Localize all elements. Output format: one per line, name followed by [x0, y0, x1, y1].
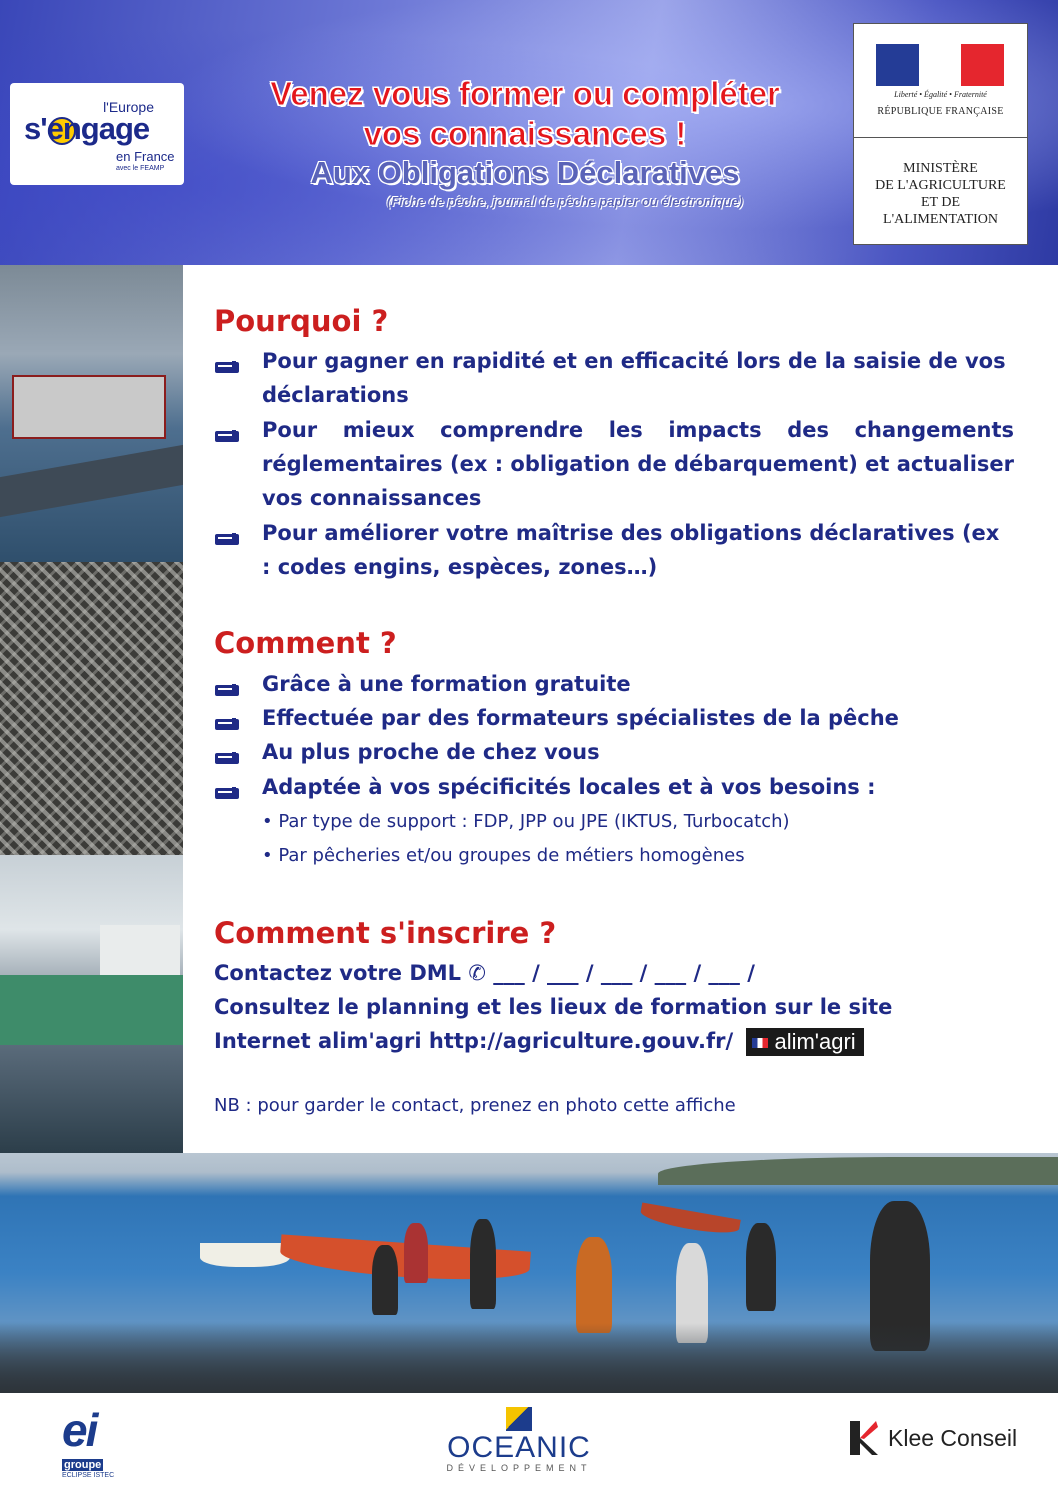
eu-logo-line3: en France: [116, 149, 175, 164]
hand-pointer-icon: [214, 743, 240, 761]
alimagri-badge-text: alim'agri: [774, 1029, 856, 1054]
hand-pointer-icon: [214, 352, 240, 370]
agriculture-link[interactable]: http://agriculture.gouv.fr/: [428, 1029, 734, 1053]
list-item-text: Au plus proche de chez vous: [262, 740, 600, 764]
ministry-name: [854, 160, 1027, 228]
list-item-text: Pour gagner en rapidité et en efficacité lors de la saisie de vos déclarations: [262, 349, 1006, 407]
list-item: [262, 701, 1014, 735]
side-photo-strip: [0, 265, 183, 1153]
list-item-text: Grâce à une formation gratuite: [262, 672, 631, 696]
klee-conseil-logo: [850, 1421, 1017, 1455]
flag-icon: [752, 1038, 768, 1048]
fishing-boats-photo: [0, 855, 183, 1153]
website-line: [214, 1024, 864, 1058]
headline-line2: vos connaissances !: [363, 115, 687, 152]
ei-group-text: groupe: [64, 1459, 102, 1471]
hand-pointer-icon: [214, 524, 240, 542]
ministry-line: L'ALIMENTATION: [883, 212, 998, 227]
list-item-text: Effectuée par des formateurs spécialistes de la pêche: [262, 706, 899, 730]
partner-logos: [0, 1393, 1058, 1496]
oceanic-logo: [438, 1407, 600, 1473]
headline-line1: Venez vous former ou compléter: [270, 75, 780, 112]
section-title-comment: Comment ?: [214, 626, 397, 660]
ministry-logo: [853, 23, 1028, 245]
klee-k-icon: [850, 1421, 878, 1455]
nb-note: NB : pour garder le contact, prenez en photo cette affiche: [214, 1095, 736, 1116]
hand-pointer-icon: [214, 709, 240, 727]
planning-line: Consultez le planning et les lieux de formation sur le site: [214, 995, 893, 1019]
marianne-flag-icon: [876, 44, 1004, 86]
section-title-inscrire: Comment s'inscrire ?: [214, 916, 557, 950]
eu-logo-line4: avec le FEAMP: [116, 165, 165, 172]
list-item-text: Adaptée à vos spécificités locales et à vos besoins :: [262, 775, 876, 799]
list-item: [262, 413, 1014, 515]
ei-groupe-logo: [62, 1404, 132, 1479]
section-title-pourquoi: Pourquoi ?: [214, 304, 389, 338]
divider: [854, 137, 1027, 138]
ei-sub-text: ECLIPSE ISTEC: [62, 1472, 115, 1479]
ei-logo-text: ei: [62, 1404, 97, 1456]
list-item: [262, 735, 1014, 769]
eu-logo-line2: s'engage: [24, 111, 150, 146]
sub-item: • Par pêcheries et/ou groupes de métiers homogènes: [262, 845, 745, 866]
list-item: [262, 516, 1014, 584]
hand-pointer-icon: [214, 778, 240, 796]
headline: [220, 74, 830, 209]
eu-logo-line1: l'Europe: [103, 99, 154, 115]
list-item: [262, 344, 1014, 412]
headline-line3: Aux Obligations Déclaratives: [310, 155, 740, 190]
harbor-photo: [0, 265, 183, 562]
hand-pointer-icon: [214, 421, 240, 439]
sub-item: • Par type de support : FDP, JPP ou JPE (IKTUS, Turbocatch): [262, 811, 790, 832]
beach-fishermen-photo: [0, 1153, 1058, 1393]
list-item-text: Pour mieux comprendre les impacts des changements réglementaires (ex : obligation de débarquement) et actualiser vos connaissances: [262, 418, 1014, 510]
ministry-line: ET DE: [920, 195, 960, 210]
fishing-net-photo: [0, 562, 183, 855]
ministry-line: DE L'AGRICULTURE: [875, 178, 1006, 193]
headline-line4: (Fiche de pêche, journal de pêche papier ou électronique): [386, 194, 744, 209]
header-banner: [0, 0, 1058, 265]
oceanic-sub: DÉVELOPPEMENT: [446, 1463, 592, 1473]
ministry-line: MINISTÈRE: [903, 161, 978, 176]
republic-name: RÉPUBLIQUE FRANÇAISE: [877, 106, 1004, 117]
klee-name: Klee Conseil: [888, 1424, 1018, 1451]
list-item: [262, 770, 1014, 804]
europe-sengage-logo: [10, 83, 184, 185]
republic-motto: Liberté • Égalité • Fraternité: [894, 90, 987, 99]
list-item: [262, 667, 1014, 701]
hand-pointer-icon: [214, 675, 240, 693]
oceanic-name: OCEANIC: [447, 1431, 591, 1464]
list-item-text: Pour améliorer votre maîtrise des obligations déclaratives (ex : codes engins, espèces, zones…): [262, 521, 1000, 579]
contact-dml-line: Contactez votre DML ✆ ___ / ___ / ___ / ___ / ___ /: [214, 961, 755, 985]
website-prefix: Internet alim'agri: [214, 1029, 422, 1053]
alimagri-badge: [746, 1028, 863, 1056]
oceanic-sun-icon: [506, 1407, 532, 1431]
